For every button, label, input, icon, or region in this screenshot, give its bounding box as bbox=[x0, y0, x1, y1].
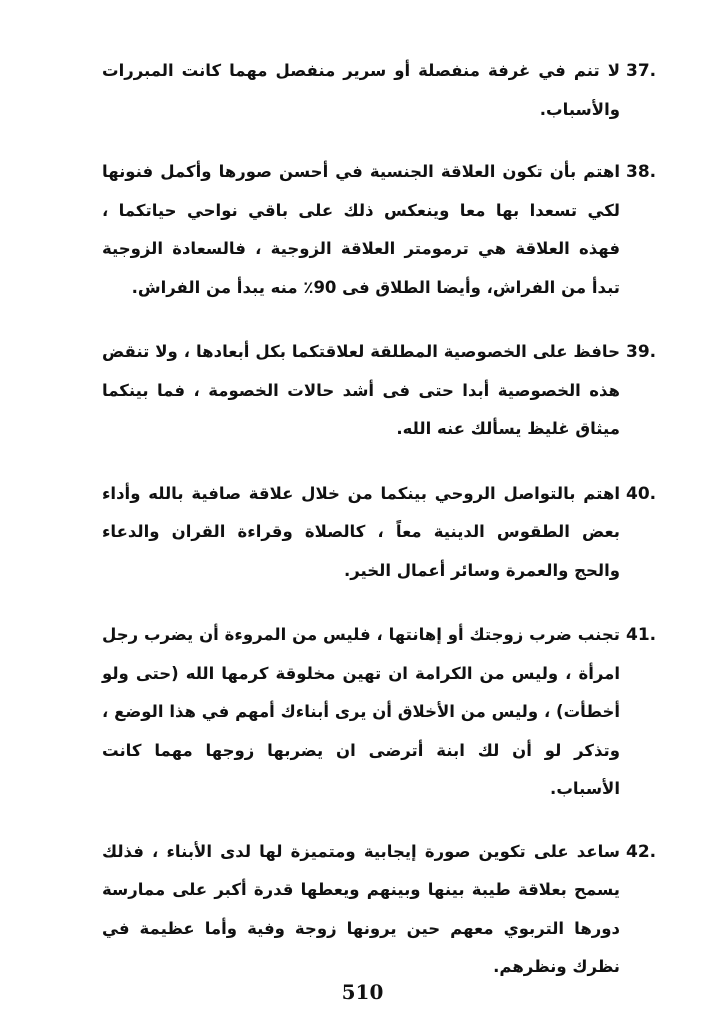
item-number: 38. bbox=[626, 162, 657, 182]
item-text: تجنب ضرب زوجتك أو إهانتها ، فليس من المروءة أن يضرب رجل امرأة ، وليس من الكرامة ان تهين مخلوقة كرمها الله (حتى ولو أخطأت) ، وليس من الأخلاق أن يرى أبناءك أمهم في هذا الوضع ، وتذكر لو أن لك ابنة أترضى ان يضربها زوجها مهما كانت الأسباب. bbox=[102, 625, 620, 798]
item-text: لا تنم في غرفة منفصلة أو سرير منفصل مهما كانت المبررات والأسباب. bbox=[102, 61, 620, 119]
item-text: اهتم بالتواصل الروحي بينكما من خلال علاقة صافية بالله وأداء بعض الطقوس الدينية معاً ، كالصلاة وقراءة القران والدعاء والحج والعمرة وسائر أعمال الخير. bbox=[102, 483, 620, 580]
list-item bbox=[102, 833, 662, 987]
item-text: حافظ على الخصوصية المطلقة لعلاقتكما بكل أبعادها ، ولا تنقض هذه الخصوصية أبدا حتى فى أشد حالات الخصومة ، فما بينكما ميثاق غليظ يسألك عنه الله. bbox=[102, 342, 620, 438]
page-number: 510 bbox=[341, 980, 384, 1004]
advice-list bbox=[102, 52, 662, 987]
item-number: 37. bbox=[626, 61, 657, 81]
list-item bbox=[102, 616, 662, 809]
item-number: 40. bbox=[626, 483, 657, 504]
item-number: 42. bbox=[626, 841, 657, 862]
list-item bbox=[102, 475, 662, 591]
item-number: 41. bbox=[626, 625, 657, 645]
item-text: ساعد على تكوين صورة إيجابية ومتميزة لها لدى الأبناء ، فذلك يسمح بعلاقة طيبة بينها وبينهم ويعطها قدرة أكبر على ممارسة دورها التربوي معهم حين يرونها زوجة وفية وأما عظيمة في نظرك ونظرهم. bbox=[102, 841, 620, 976]
list-item bbox=[102, 52, 662, 129]
item-number: 39. bbox=[626, 342, 657, 362]
list-item bbox=[102, 333, 662, 449]
list-item bbox=[102, 153, 662, 307]
item-text: اهتم بأن تكون العلاقة الجنسية في أحسن صورها وأكمل فنونها لكي تسعدا بها معا وينعكس ذلك على باقي نواحي حياتكما ، فهذه العلاقة هي ترمومتر العلاقة الزوجية ، فالسعادة الزوجية تبدأ من الفراش، وأيضا الطلاق فى 90٪ منه يبدأ من الفراش. bbox=[102, 162, 620, 297]
